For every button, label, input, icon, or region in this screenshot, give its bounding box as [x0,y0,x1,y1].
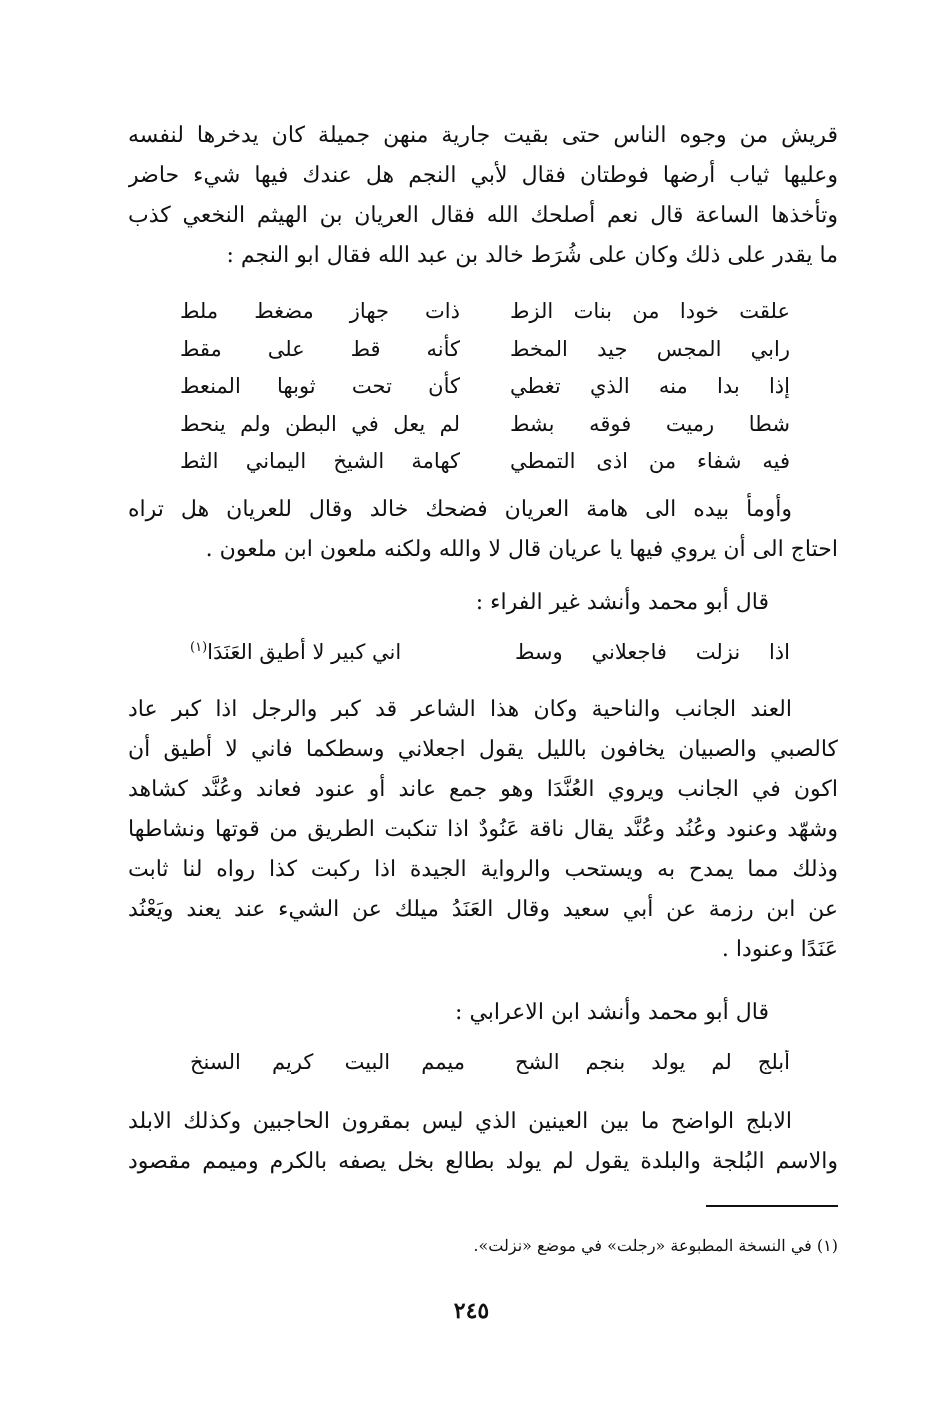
paragraph-line: العند الجانب والناحية وكان هذا الشاعر قد كبر والرجل اذا كبر عاد [128,697,792,722]
page-number: ٢٤٥ [453,1298,490,1324]
verse-second-hemistich: كأنه قط على مقط [180,336,460,361]
verse-second-hemistich: ميمم البيت كريم السنخ [190,1050,465,1074]
footnote-divider [706,1205,838,1207]
verse-intro: قال أبو محمد وأنشد غير الفراء : [475,590,769,615]
verse-first-hemistich: أبلج لم يولد بنجم الشح [515,1050,790,1074]
paragraph-line: احتاج الى أن يروي فيها يا عريان قال لا والله ولكنه ملعون ابن ملعون . [205,537,838,562]
paragraph-line: وعليها ثياب أرضها فوطتان فقال لأبي النجم هل عندك فيها شيء حاضر [128,163,838,188]
verse-row [180,331,790,369]
paragraph-1 [128,116,838,276]
footnote-mark: (١) [190,640,208,655]
verse-second-hemistich: كأن تحت ثوبها المنعط [180,374,460,398]
paragraph-line: وتأخذها الساعة قال نعم أصلحك الله فقال العريان بن الهيثم النخعي كذب [128,203,838,228]
verse-second-hemistich-wrap [190,640,401,664]
paragraph-line: وذلك مما يمدح به ويستحب والرواية الجيدة اذا ركبت كذا رواه لنا ثابت [128,857,838,882]
paragraph-line: ما يقدر على ذلك وكان على شُرَط خالد بن عبد الله فقال ابو النجم : [226,243,838,268]
paragraph-3 [128,690,838,970]
verse-first-hemistich: شطا رميت فوقه بشط [510,411,790,436]
verse-second-hemistich: ذات جهاز مضغط ملط [180,299,460,323]
verse-3 [190,1050,790,1074]
paragraph-line: الابلج الواضح ما بين العينين الذي ليس بمقرون الحاجبين وكذلك الابلد [128,1109,792,1134]
verse-intro: قال أبو محمد وأنشد ابن الاعرابي : [455,1000,769,1025]
poem-1 [180,293,790,481]
paragraph-2 [128,490,838,570]
verse-second-hemistich: كهامة الشيخ اليماني الثط [180,449,460,473]
verse-first-hemistich: إذا بدا منه الذي تغطي [510,374,790,398]
paragraph-line: والاسم البُلجة والبلدة يقول لم يولد بطالع بخل يصفه بالكرم وميمم مقصود [128,1149,838,1174]
verse-second-hemistich: اني كبير لا أطيق العَنَدَا [207,640,402,664]
paragraph-line: اكون في الجانب ويروي العُنَّدَا وهو جمع عاند أو عنود فعاند وعُنَّد كشاهد [128,777,838,802]
footnote: (١) في النسخة المطبوعة «رجلت» في موضع «نزلت». [473,1236,838,1255]
paragraph-line: وشهّد وعنود وعُنُد وعُنَّد يقال ناقة عَنُودٌ اذا تنكبت الطريق من قوتها ونشاطها [128,817,838,842]
verse-first-hemistich: فيه شفاء من اذى التمطي [510,449,790,473]
verse-second-hemistich: لم يعل في البطن ولم ينحط [180,411,460,436]
paragraph-line: عَنَدًا وعنودا . [721,937,838,962]
verse-first-hemistich: اذا نزلت فاجعلاني وسط [515,640,790,664]
verse-first-hemistich: رابي المجس جيد المخط [510,336,790,361]
paragraph-line: وأومأ بيده الى هامة العريان فضحك خالد وقال للعريان هل تراه [128,497,792,522]
paragraph-line: عن ابن رزمة عن أبي سعيد وقال العَنَدُ ميلك عن الشيء عند يعند ويَعْنُد [128,897,838,922]
paragraph-line: قريش من وجوه الناس حتى بقيت جارية منهن جميلة كان يدخرها لنفسه [128,123,838,148]
paragraph-line: كالصبي والصبيان يخافون بالليل يقول اجعلاني وسطكما فاني لا أطيق أن [128,737,838,762]
verse-row [180,368,790,406]
verse-row [180,293,790,331]
verse-row [180,443,790,481]
verse-2 [190,640,790,664]
paragraph-4 [128,1102,838,1182]
verse-row [180,406,790,444]
verse-first-hemistich: علقت خودا من بنات الزط [510,299,790,323]
